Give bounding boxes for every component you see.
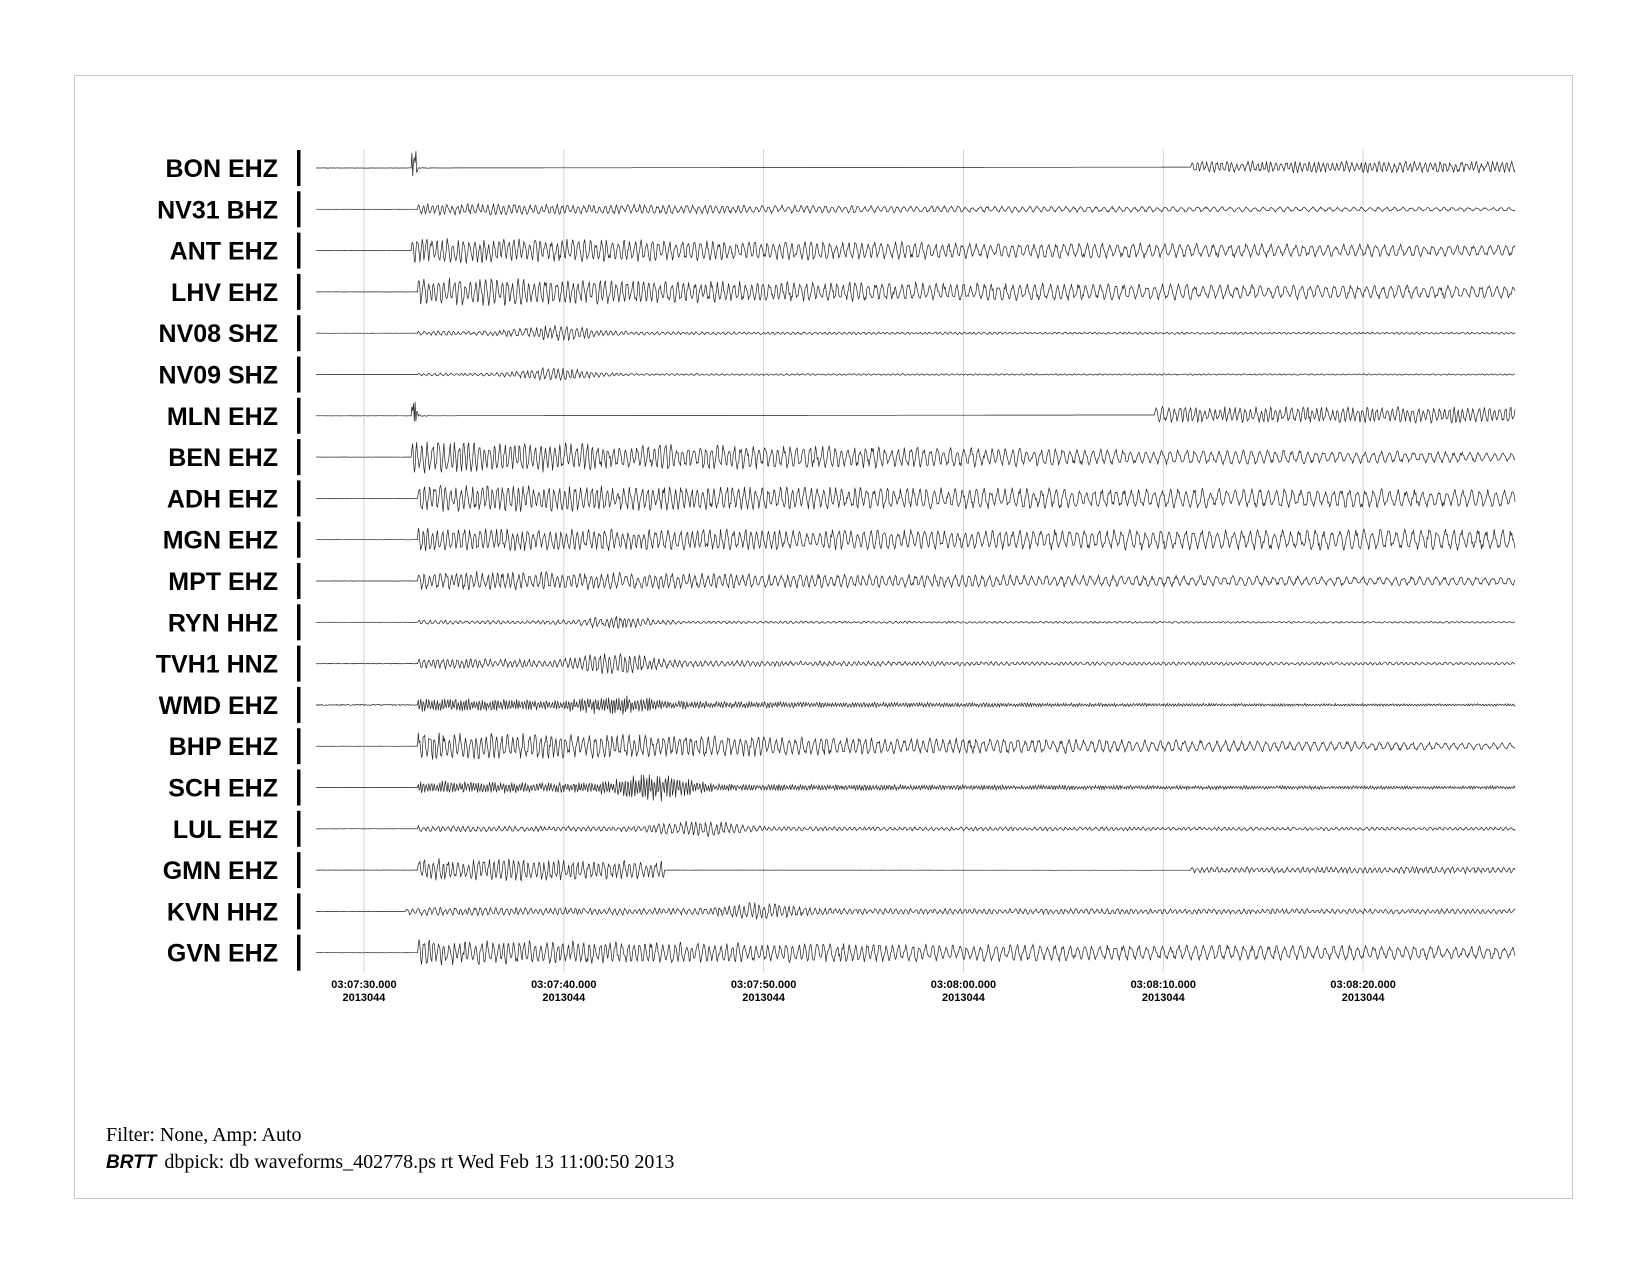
waveform-trace [316, 733, 1515, 760]
amplitude-bar [297, 935, 301, 971]
waveform-trace [316, 325, 1515, 341]
tick-label-time: 03:07:30.000 [331, 979, 397, 991]
waveform-trace [316, 696, 1515, 715]
amplitude-bar [297, 646, 301, 682]
waveform-trace [316, 238, 1515, 263]
channel-label: KVN HHZ [166, 898, 278, 927]
waveform-trace [316, 821, 1515, 837]
tick-label-date: 2013044 [942, 992, 985, 1004]
amplitude-bar [297, 687, 301, 723]
channel-label: MLN EHZ [166, 402, 278, 431]
waveform-trace [316, 775, 1515, 802]
amplitude-bar [297, 439, 301, 475]
tick-label-time: 03:07:50.000 [730, 979, 797, 991]
channel-label: SCH EHZ [168, 774, 278, 803]
channel-label: MGN EHZ [162, 526, 278, 555]
channel-label: NV31 BHZ [157, 196, 278, 225]
waveform-trace [316, 903, 1515, 920]
filter-info: Filter: None, Amp: Auto [106, 1124, 302, 1146]
amplitude-bar [297, 522, 301, 558]
tick-label-date: 2013044 [742, 992, 786, 1004]
footer [106, 1122, 674, 1176]
channel-label: ADH EHZ [166, 485, 278, 514]
waveform-trace [316, 571, 1515, 590]
amplitude-bar [297, 480, 301, 516]
grid [364, 149, 1363, 972]
tick-label-date: 2013044 [542, 992, 586, 1004]
channel-labels [156, 155, 278, 968]
channel-label: GMN EHZ [162, 857, 278, 886]
tick-label-time: 03:07:40.000 [531, 979, 597, 991]
channel-label: BON EHZ [165, 155, 278, 183]
tick-label-time: 03:08:00.000 [930, 979, 997, 991]
channel-label: NV09 SHZ [158, 361, 278, 390]
tick-label-date: 2013044 [1141, 992, 1185, 1004]
waveform-trace [316, 940, 1515, 966]
channel-label: BEN EHZ [168, 444, 278, 473]
tick-label-date: 2013044 [1341, 992, 1385, 1004]
amplitude-bar [297, 852, 301, 888]
amplitude-bar [297, 274, 301, 310]
channel-label: TVH1 HNZ [155, 650, 278, 679]
amplitude-bar [297, 315, 301, 351]
amplitude-bar [297, 811, 301, 847]
waveform-trace [316, 528, 1515, 551]
channel-label: LUL EHZ [172, 815, 278, 844]
waveform-trace [316, 654, 1515, 674]
amplitude-bars [297, 150, 301, 971]
channel-label: ANT EHZ [169, 237, 278, 266]
program-line: dbpick: db waveforms_402778.ps rt Wed Feb 13 11:00:50 2013 [164, 1151, 675, 1173]
amplitude-bar [297, 398, 301, 434]
waveform-trace [316, 368, 1515, 380]
time-axis [331, 979, 1396, 1004]
program-info [106, 1149, 674, 1176]
amplitude-bar [297, 191, 301, 227]
amplitude-bar [297, 150, 301, 186]
waveform-trace [316, 485, 1515, 512]
brtt-logo: BRTT [106, 1152, 157, 1173]
waveform-trace [316, 616, 1515, 628]
amplitude-bar [297, 728, 301, 764]
waveform-trace [316, 278, 1515, 306]
channel-label: GVN EHZ [166, 939, 278, 968]
channel-label: BHP EHZ [168, 733, 278, 762]
channel-label: RYN HHZ [167, 609, 278, 638]
channel-label: MPT EHZ [168, 568, 278, 596]
waveform-trace [316, 442, 1515, 474]
waveform-trace [316, 858, 1515, 880]
amplitude-bar [297, 233, 301, 269]
channel-label: NV08 SHZ [158, 320, 278, 349]
channel-label: WMD EHZ [158, 691, 278, 720]
channel-label: LHV EHZ [171, 278, 278, 307]
tick-label-time: 03:08:20.000 [1330, 979, 1396, 991]
tick-label-date: 2013044 [342, 992, 386, 1004]
waveform-trace [316, 203, 1515, 215]
tick-label-time: 03:08:10.000 [1130, 979, 1197, 991]
amplitude-bar [297, 563, 301, 599]
amplitude-bar [297, 604, 301, 640]
waveform-trace [316, 151, 1515, 176]
amplitude-bar [297, 893, 301, 929]
waveform-trace [316, 402, 1515, 423]
amplitude-bar [297, 357, 301, 393]
amplitude-bar [297, 770, 301, 806]
waveform-traces [316, 151, 1515, 965]
